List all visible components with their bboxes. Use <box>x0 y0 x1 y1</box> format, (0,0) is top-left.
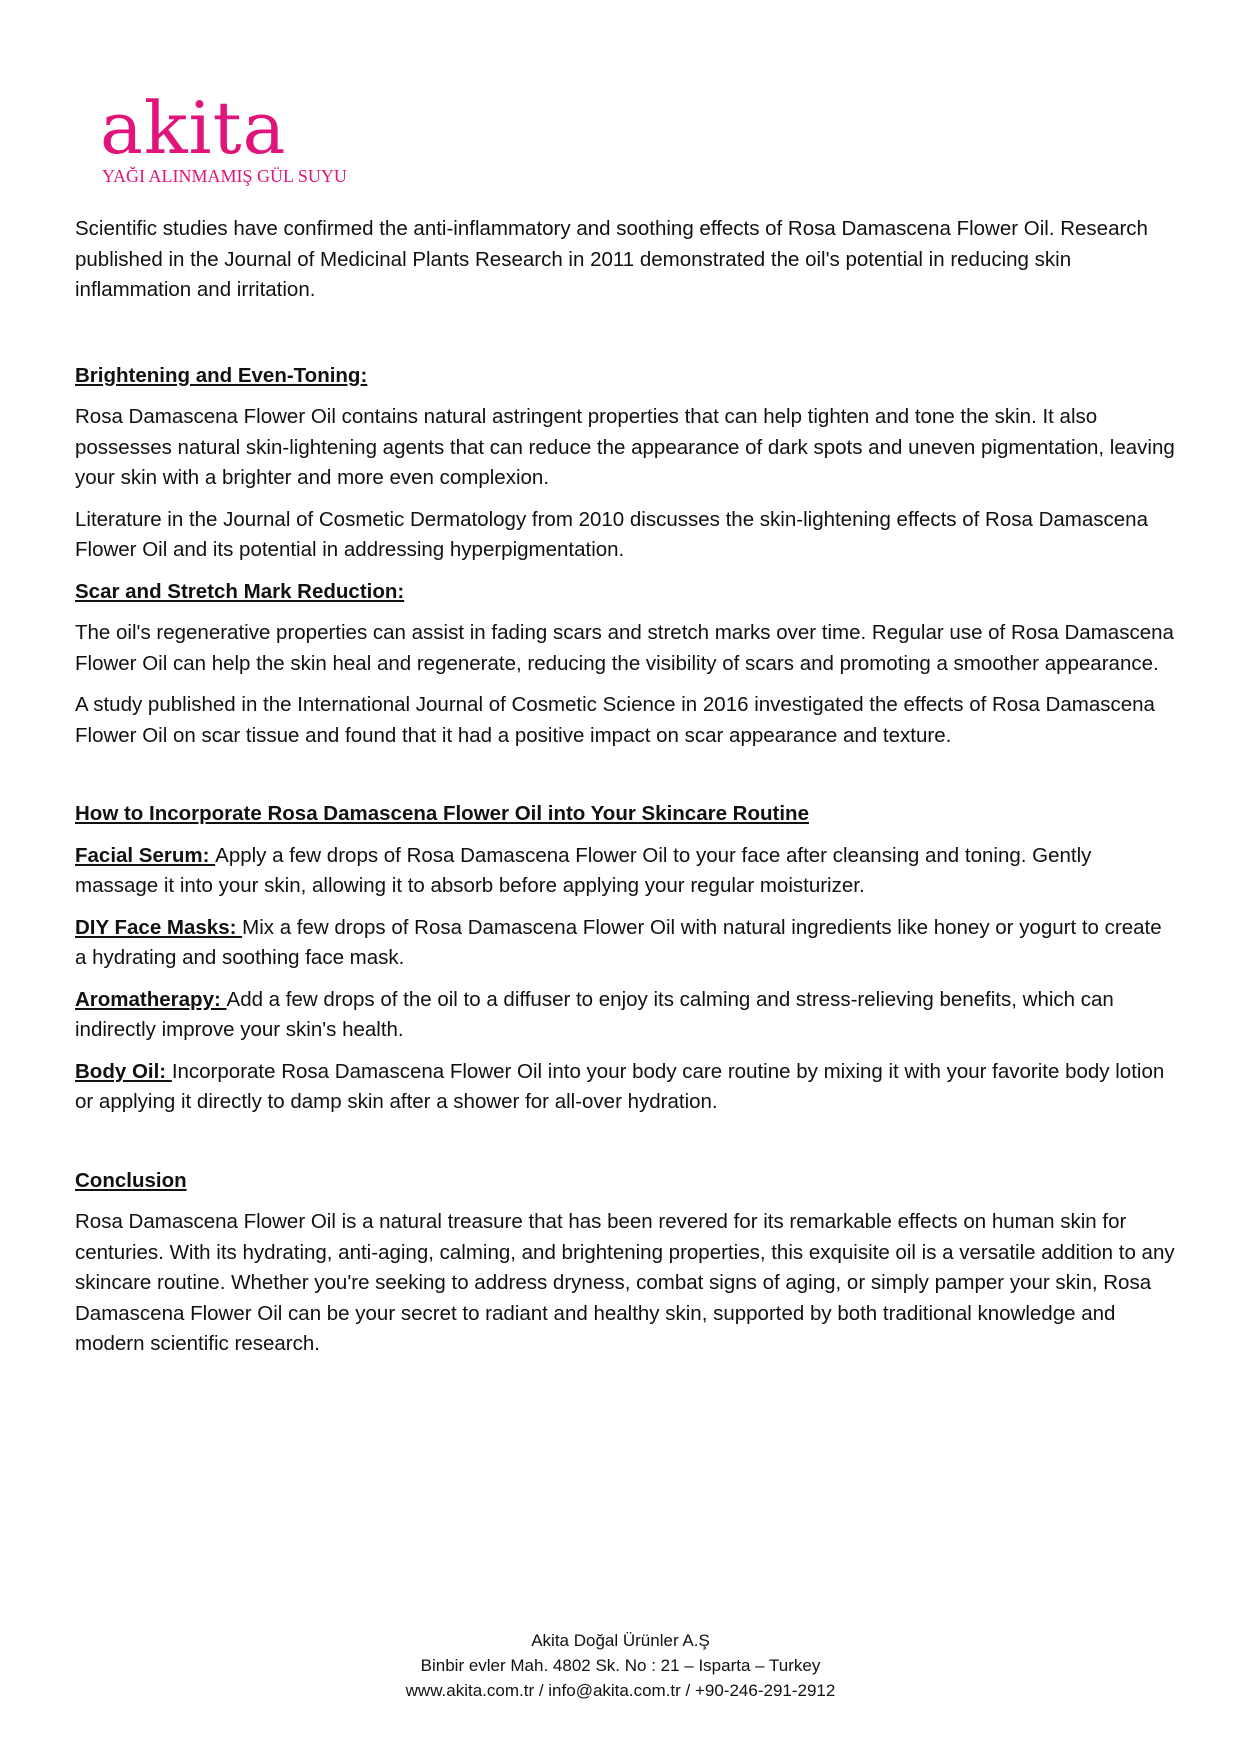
intro-paragraph: Scientific studies have confirmed the anti-inflammatory and soothing effects of Rosa Damascena Flower Oil. Research published in the Journal of Medicinal Plants Research in 2011 demonstrated the oil's potential in reducing skin inflammation and irritation. <box>75 217 1148 301</box>
footer-contact: www.akita.com.tr / info@akita.com.tr / +90-246-291-2912 <box>405 1681 836 1700</box>
footer-address: Binbir evler Mah. 4802 Sk. No : 21 – Isparta – Turkey <box>420 1656 821 1675</box>
conclusion-heading: Conclusion <box>75 1168 187 1192</box>
page-footer <box>0 1628 1241 1703</box>
routine-item-label: DIY Face Masks: <box>75 915 243 939</box>
routine-item-label: Body Oil: <box>75 1059 172 1083</box>
routine-item-facial-serum <box>75 841 1175 902</box>
conclusion-paragraph: Rosa Damascena Flower Oil is a natural treasure that has been revered for its remarkable effects on human skin for centuries. With its hydrating, anti-aging, calming, and brightening properties, this exquisite oil is a versatile addition to any skincare routine. Whether you're seeking to address dryness, combat signs of aging, or simply pamper your skin, Rosa Damascena Flower Oil can be your secret to radiant and healthy skin, supported by both traditional knowledge and modern scientific research. <box>75 1210 1175 1355</box>
routine-item-diy-face-masks <box>75 913 1175 974</box>
routine-item-label: Facial Serum: <box>75 843 216 867</box>
brightening-paragraph-2: Literature in the Journal of Cosmetic Dermatology from 2010 discusses the skin-lightening effects of Rosa Damascena Flower Oil and its potential in addressing hyperpigmentation. <box>75 507 1148 561</box>
scar-paragraph-2: A study published in the International Journal of Cosmetic Science in 2016 investigated the effects of Rosa Damascena Flower Oil on scar tissue and found that it had a positive impact on scar appearance and texture. <box>75 693 1155 747</box>
akita-logo <box>100 86 347 192</box>
logo-tagline: YAĞI ALINMAMIŞ GÜL SUYU <box>102 166 347 186</box>
routine-item-text: Incorporate Rosa Damascena Flower Oil into your body care routine by mixing it with your favorite body lotion or applying it directly to damp skin after a shower for all-over hydration. <box>75 1059 1165 1113</box>
scar-heading: Scar and Stretch Mark Reduction: <box>75 579 405 603</box>
routine-item-text: Apply a few drops of Rosa Damascena Flower Oil to your face after cleansing and toning. Gently massage it into your skin, allowing it to absorb before applying your regular moisturizer. <box>75 843 1092 897</box>
routine-item-aromatherapy <box>75 985 1175 1046</box>
scar-paragraph-1: The oil's regenerative properties can assist in fading scars and stretch marks over time. Regular use of Rosa Damascena Flower Oil can help the skin heal and regenerate, reducing the visibility of scars and promoting a smoother appearance. <box>75 621 1174 675</box>
routine-heading: How to Incorporate Rosa Damascena Flower Oil into Your Skincare Routine <box>75 802 809 825</box>
footer-company: Akita Doğal Ürünler A.Ş <box>531 1631 710 1650</box>
routine-item-text: Add a few drops of the oil to a diffuser to enjoy its calming and stress-relieving benefits, which can indirectly improve your skin's health. <box>75 987 1114 1041</box>
document-body <box>75 214 1175 1360</box>
logo-wordmark: akita <box>100 86 287 170</box>
routine-item-text: Mix a few drops of Rosa Damascena Flower Oil with natural ingredients like honey or yogurt to create a hydrating and soothing face mask. <box>75 915 1162 969</box>
routine-item-body-oil <box>75 1057 1175 1118</box>
brightening-paragraph-1: Rosa Damascena Flower Oil contains natural astringent properties that can help tighten and tone the skin. It also possesses natural skin-lightening agents that can reduce the appearance of dark spots and uneven pigmentation, leaving your skin with a brighter and more even complexion. <box>75 405 1175 489</box>
brightening-heading: Brightening and Even-Toning: <box>75 363 368 387</box>
routine-item-label: Aromatherapy: <box>75 987 227 1011</box>
